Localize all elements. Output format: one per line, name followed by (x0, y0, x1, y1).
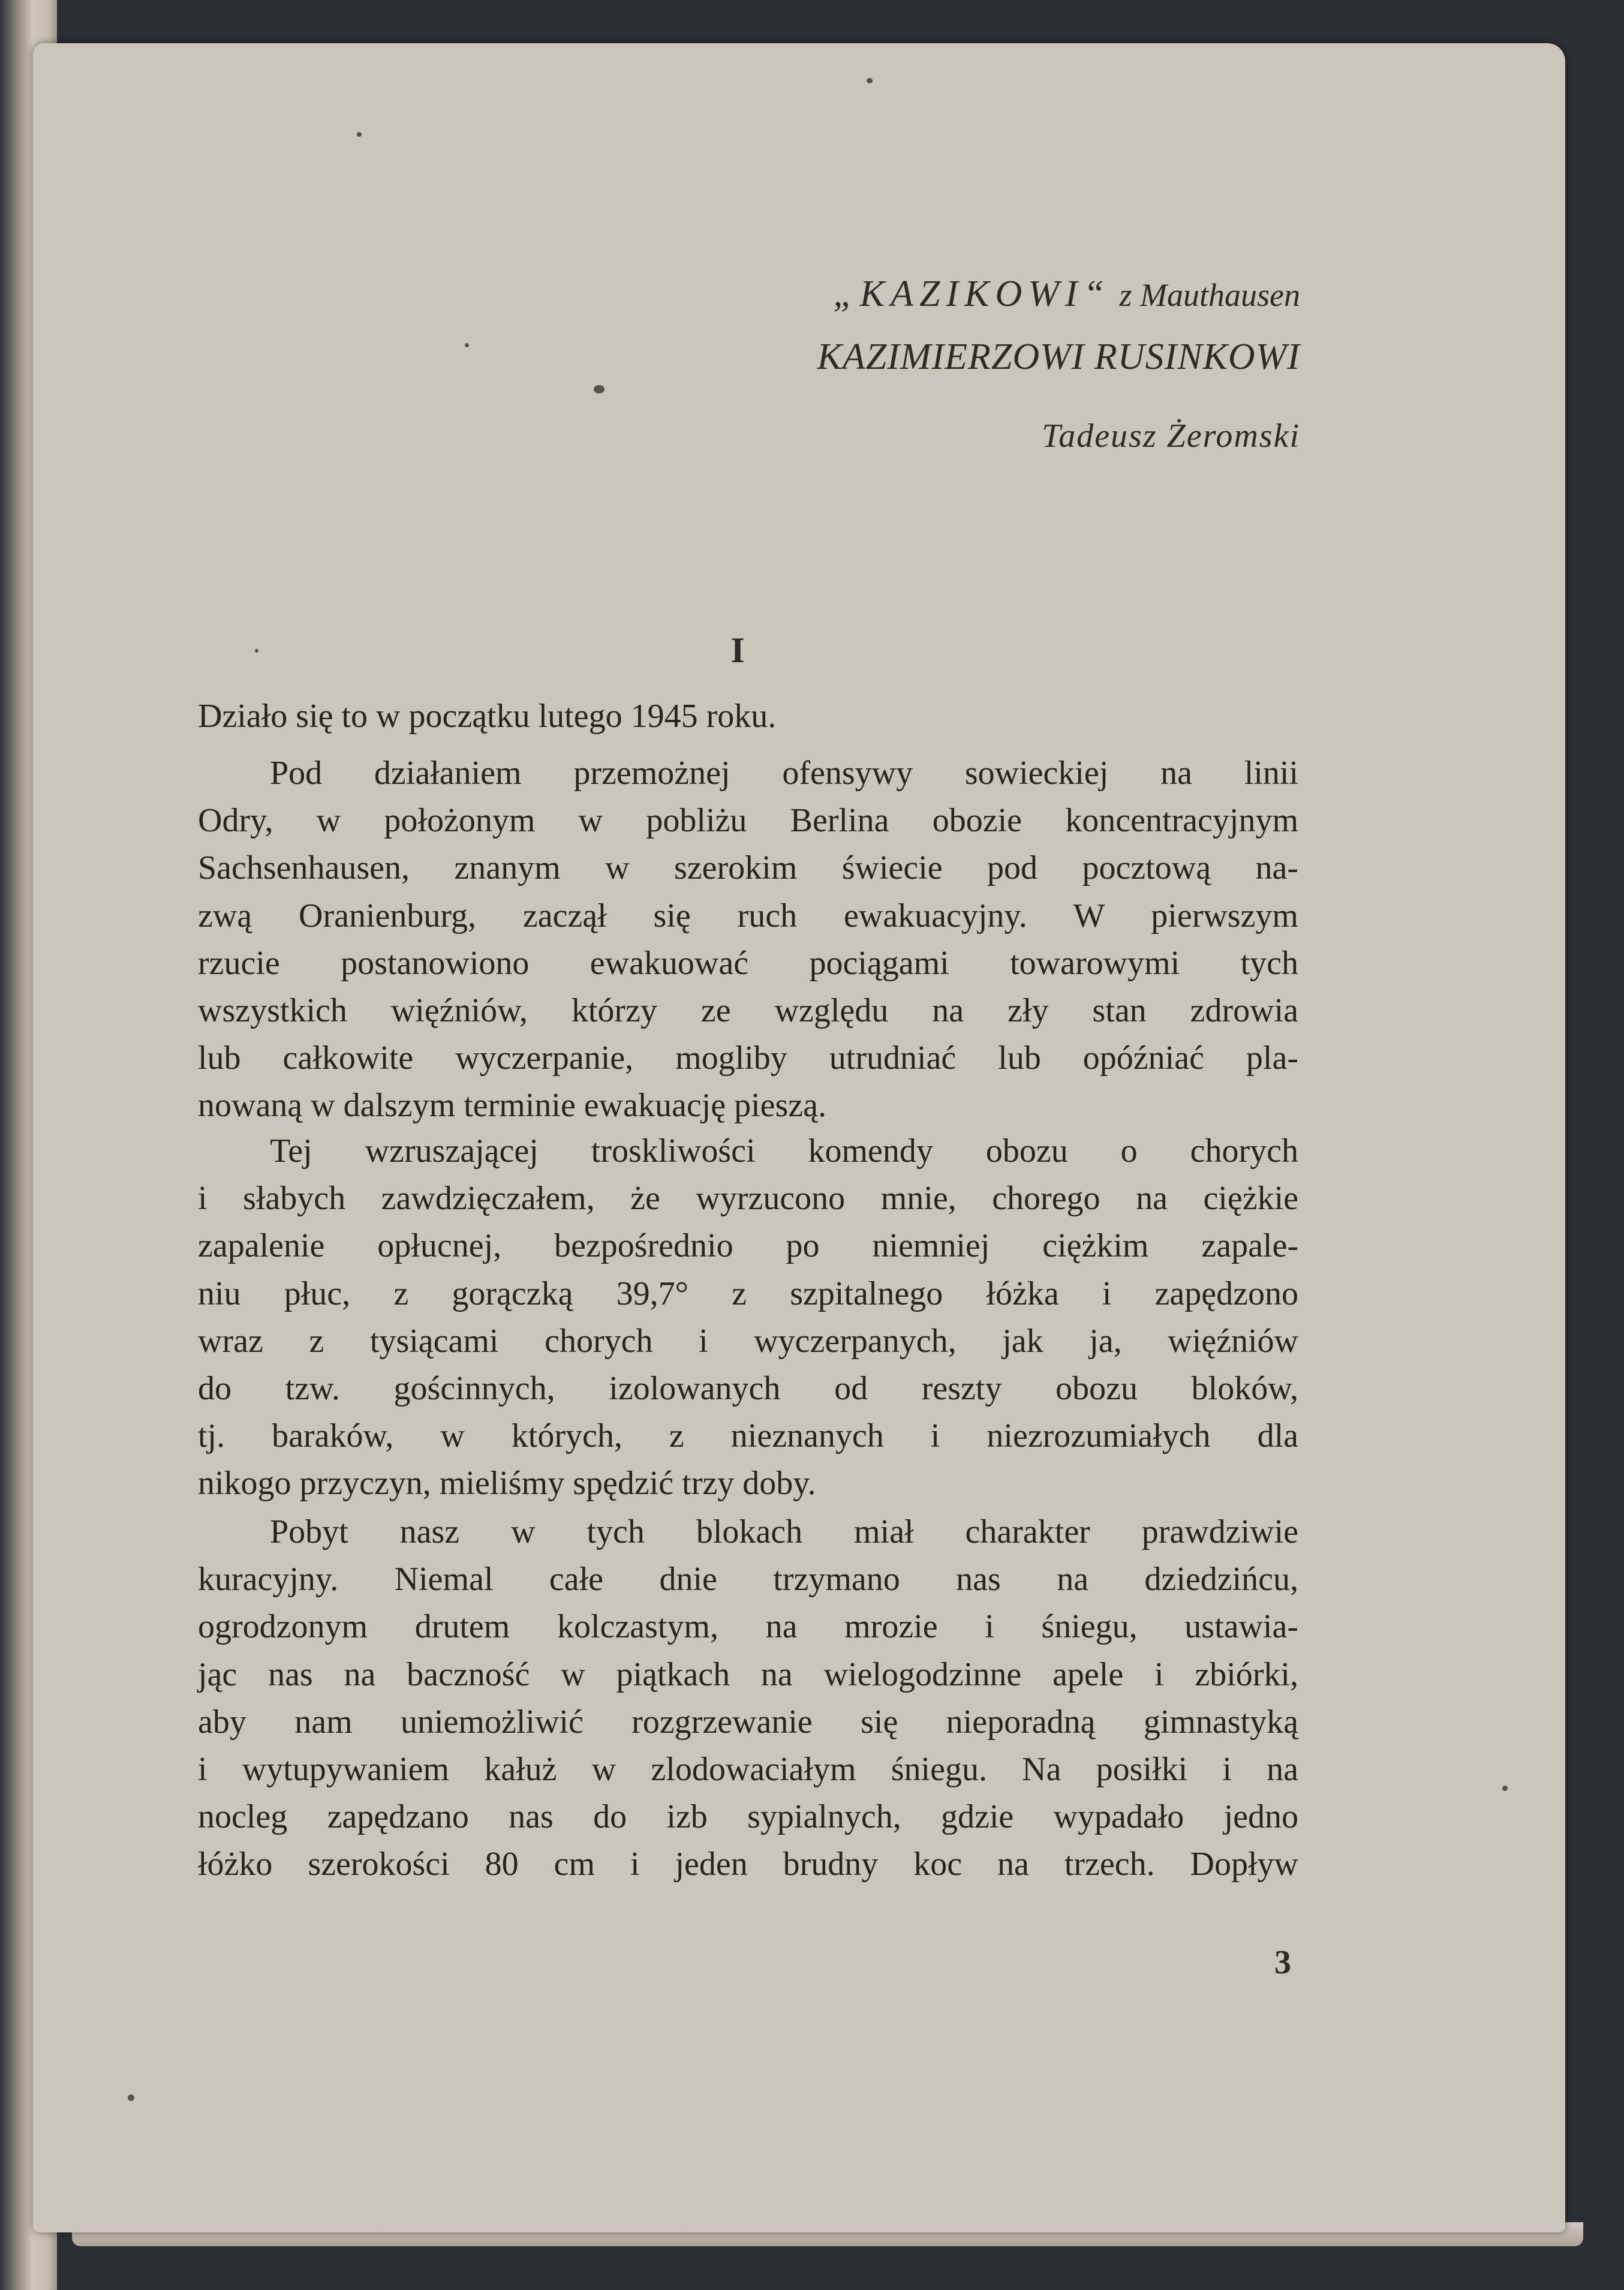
page-number: 3 (1274, 1944, 1291, 1981)
dedication-line-1 (833, 273, 1300, 315)
text-line: zapalenie opłucnej, bezpośrednio po niemniej ciężkim zapale- (198, 1227, 1298, 1265)
paper-speck (867, 78, 873, 83)
text-line: zwą Oranienburg, zaczął się ruch ewakuacyjny. W pierwszym (198, 897, 1298, 934)
text-line: nocleg zapędzano nas do izb sypialnych, gdzie wypadało jedno (198, 1798, 1298, 1836)
author-signature: Tadeusz Żeromski (1042, 417, 1300, 455)
text-line: tj. baraków, w których, z nieznanych i niezrozumiałych dla (198, 1417, 1298, 1455)
text-line: Działo się to w początku lutego 1945 roku. (198, 698, 777, 735)
text-line: i wytupywaniem kałuż w zlodowaciałym śniegu. Na posiłki i na (198, 1750, 1298, 1788)
paper-speck (1502, 1786, 1508, 1791)
chapter-number: I (730, 630, 745, 670)
paragraph-3 (198, 1128, 1298, 1508)
paper-speck (594, 385, 605, 393)
paragraph-4 (198, 1508, 1298, 1889)
text-line: nikogo przyczyn, mieliśmy spędzić trzy doby. (198, 1465, 816, 1502)
text-line: aby nam uniemożliwić rozgrzewanie się nieporadną gimnastyką (198, 1703, 1298, 1741)
text-line: łóżko szerokości 80 cm i jeden brudny koc na trzech. Dopływ (198, 1846, 1298, 1883)
paper-speck (357, 132, 362, 137)
text-line: do tzw. gościnnych, izolowanych od reszty obozu bloków, (198, 1369, 1298, 1407)
dedication-nickname: „KAZIKOWI“ (833, 274, 1111, 314)
text-line: niu płuc, z gorączką 39,7° z szpitalnego łóżka i zapędzono (198, 1275, 1298, 1312)
text-line: Pod działaniem przemożnej ofensywy sowieckiej na linii (270, 755, 1298, 792)
text-line: kuracyjny. Niemal całe dnie trzymano nas na dziedzińcu, (198, 1561, 1298, 1598)
text-line: lub całkowite wyczerpanie, mogliby utrudniać lub opóźniać pla- (198, 1039, 1298, 1077)
dedication-origin: z Mauthausen (1119, 277, 1300, 313)
paper-speck (128, 2094, 134, 2101)
paragraph-1 (198, 693, 1298, 740)
paragraph-2 (198, 750, 1298, 1130)
text-line: jąc nas na baczność w piątkach na wielogodzinne apele i zbiórki, (198, 1655, 1298, 1693)
dedication-line-2: KAZIMIERZOWI RUSINKOWI (817, 336, 1300, 377)
paper-speck (255, 649, 258, 653)
paper-speck (465, 343, 469, 347)
text-line: wszystkich więźniów, którzy ze względu na zły stan zdrowia (198, 991, 1298, 1029)
text-line: wraz z tysiącami chorych i wyczerpanych, jak ja, więźniów (198, 1322, 1298, 1360)
text-line: rzucie postanowiono ewakuować pociągami towarowymi tych (198, 944, 1298, 982)
text-line: Odry, w położonym w pobliżu Berlina obozie koncentracyjnym (198, 802, 1298, 840)
text-line: nowaną w dalszym terminie ewakuację pieszą. (198, 1087, 827, 1125)
text-line: i słabych zawdzięczałem, że wyrzucono mnie, chorego na ciężkie (198, 1180, 1298, 1218)
text-line: Sachsenhausen, znanym w szerokim świecie pod pocztową na- (198, 849, 1298, 887)
text-line: ogrodzonym drutem kolczastym, na mrozie i śniegu, ustawia- (198, 1608, 1298, 1646)
text-line: Pobyt nasz w tych blokach miał charakter prawdziwie (270, 1513, 1298, 1550)
text-line: Tej wzruszającej troskliwości komendy obozu o chorych (270, 1132, 1298, 1170)
